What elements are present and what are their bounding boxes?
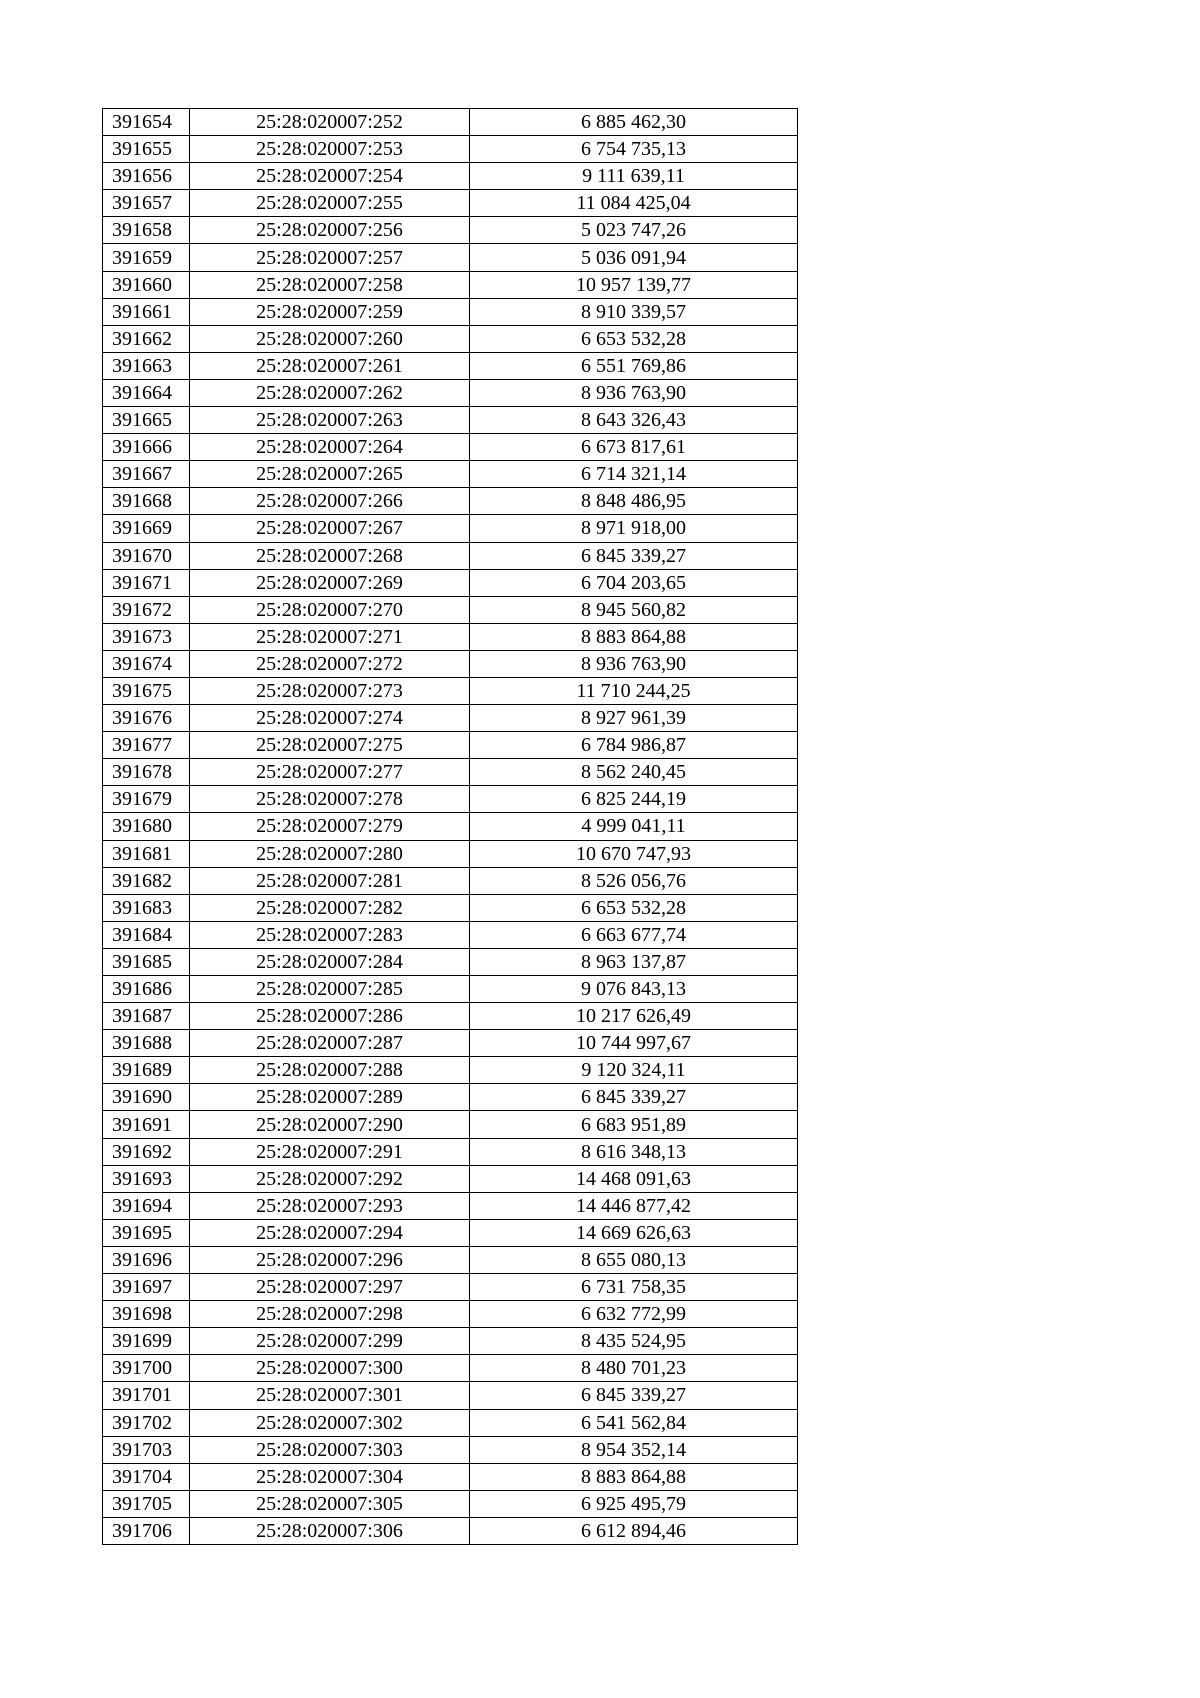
row-number-cell: 391706 [103,1517,190,1544]
table-row [103,542,798,569]
cadastral-number-cell: 25:28:020007:292 [190,1165,470,1192]
cadastral-value-cell: 9 076 843,13 [470,976,798,1003]
cadastral-value-cell: 6 731 758,35 [470,1274,798,1301]
table-row [103,569,798,596]
table-row [103,1355,798,1382]
cadastral-value-cell: 6 754 735,13 [470,136,798,163]
table-row [103,976,798,1003]
row-number-cell: 391694 [103,1192,190,1219]
table-row [103,515,798,542]
cadastral-value-cell: 5 023 747,26 [470,217,798,244]
row-number-cell: 391655 [103,136,190,163]
cadastral-value-cell: 14 446 877,42 [470,1192,798,1219]
cadastral-number-cell: 25:28:020007:304 [190,1463,470,1490]
row-number-cell: 391664 [103,379,190,406]
row-number-cell: 391681 [103,840,190,867]
row-number-cell: 391684 [103,921,190,948]
cadastral-value-cell: 6 653 532,28 [470,325,798,352]
table-row [103,813,798,840]
table-row [103,1111,798,1138]
cadastral-value-cell: 9 111 639,11 [470,163,798,190]
cadastral-number-cell: 25:28:020007:306 [190,1517,470,1544]
cadastral-number-cell: 25:28:020007:255 [190,190,470,217]
cadastral-number-cell: 25:28:020007:294 [190,1219,470,1246]
cadastral-value-cell: 11 710 244,25 [470,677,798,704]
table-row [103,271,798,298]
table-row [103,948,798,975]
cadastral-number-cell: 25:28:020007:274 [190,705,470,732]
cadastral-number-cell: 25:28:020007:290 [190,1111,470,1138]
cadastral-number-cell: 25:28:020007:301 [190,1382,470,1409]
table-row [103,1030,798,1057]
cadastral-number-cell: 25:28:020007:303 [190,1436,470,1463]
table-row [103,1219,798,1246]
table-row [103,352,798,379]
table-row [103,298,798,325]
cadastral-value-cell: 14 468 091,63 [470,1165,798,1192]
row-number-cell: 391673 [103,623,190,650]
table-body [103,109,798,1545]
table-row [103,1328,798,1355]
cadastral-value-cell: 6 825 244,19 [470,786,798,813]
cadastral-value-cell: 10 670 747,93 [470,840,798,867]
cadastral-value-cell: 6 683 951,89 [470,1111,798,1138]
table-row [103,732,798,759]
row-number-cell: 391701 [103,1382,190,1409]
cadastral-value-cell: 8 883 864,88 [470,1463,798,1490]
cadastral-number-cell: 25:28:020007:281 [190,867,470,894]
row-number-cell: 391669 [103,515,190,542]
row-number-cell: 391672 [103,596,190,623]
table-row [103,1436,798,1463]
table-row [103,136,798,163]
row-number-cell: 391693 [103,1165,190,1192]
cadastral-value-cell: 6 784 986,87 [470,732,798,759]
cadastral-number-cell: 25:28:020007:299 [190,1328,470,1355]
cadastral-value-cell: 8 883 864,88 [470,623,798,650]
cadastral-number-cell: 25:28:020007:262 [190,379,470,406]
table-row [103,1382,798,1409]
row-number-cell: 391682 [103,867,190,894]
table-row [103,786,798,813]
cadastral-number-cell: 25:28:020007:296 [190,1246,470,1273]
row-number-cell: 391678 [103,759,190,786]
row-number-cell: 391670 [103,542,190,569]
row-number-cell: 391692 [103,1138,190,1165]
cadastral-number-cell: 25:28:020007:278 [190,786,470,813]
cadastral-value-cell: 10 217 626,49 [470,1003,798,1030]
row-number-cell: 391683 [103,894,190,921]
cadastral-value-cell: 6 551 769,86 [470,352,798,379]
cadastral-value-cell: 8 910 339,57 [470,298,798,325]
table-row [103,1192,798,1219]
cadastral-number-cell: 25:28:020007:288 [190,1057,470,1084]
cadastral-value-cell: 6 541 562,84 [470,1409,798,1436]
table-row [103,325,798,352]
cadastral-value-cell: 6 885 462,30 [470,109,798,136]
cadastral-number-cell: 25:28:020007:271 [190,623,470,650]
row-number-cell: 391666 [103,434,190,461]
cadastral-number-cell: 25:28:020007:253 [190,136,470,163]
row-number-cell: 391687 [103,1003,190,1030]
cadastral-number-cell: 25:28:020007:305 [190,1490,470,1517]
cadastral-value-cell: 10 957 139,77 [470,271,798,298]
cadastral-value-table [102,108,798,1545]
row-number-cell: 391691 [103,1111,190,1138]
cadastral-value-cell: 6 632 772,99 [470,1301,798,1328]
cadastral-number-cell: 25:28:020007:280 [190,840,470,867]
table-row [103,867,798,894]
table-row [103,1246,798,1273]
row-number-cell: 391695 [103,1219,190,1246]
cadastral-value-cell: 8 643 326,43 [470,407,798,434]
cadastral-number-cell: 25:28:020007:267 [190,515,470,542]
cadastral-number-cell: 25:28:020007:264 [190,434,470,461]
table-row [103,1003,798,1030]
row-number-cell: 391704 [103,1463,190,1490]
table-row [103,1138,798,1165]
cadastral-value-cell: 5 036 091,94 [470,244,798,271]
cadastral-value-cell: 9 120 324,11 [470,1057,798,1084]
row-number-cell: 391705 [103,1490,190,1517]
row-number-cell: 391658 [103,217,190,244]
row-number-cell: 391697 [103,1274,190,1301]
cadastral-value-cell: 6 704 203,65 [470,569,798,596]
cadastral-number-cell: 25:28:020007:297 [190,1274,470,1301]
row-number-cell: 391698 [103,1301,190,1328]
cadastral-value-cell: 6 845 339,27 [470,1084,798,1111]
cadastral-value-cell: 6 663 677,74 [470,921,798,948]
cadastral-number-cell: 25:28:020007:261 [190,352,470,379]
row-number-cell: 391676 [103,705,190,732]
cadastral-value-cell: 8 927 961,39 [470,705,798,732]
cadastral-value-cell: 8 848 486,95 [470,488,798,515]
cadastral-number-cell: 25:28:020007:287 [190,1030,470,1057]
cadastral-number-cell: 25:28:020007:257 [190,244,470,271]
table-row [103,379,798,406]
cadastral-value-cell: 8 954 352,14 [470,1436,798,1463]
cadastral-number-cell: 25:28:020007:268 [190,542,470,569]
row-number-cell: 391685 [103,948,190,975]
cadastral-value-cell: 8 971 918,00 [470,515,798,542]
cadastral-number-cell: 25:28:020007:252 [190,109,470,136]
row-number-cell: 391703 [103,1436,190,1463]
cadastral-value-cell: 8 655 080,13 [470,1246,798,1273]
cadastral-number-cell: 25:28:020007:260 [190,325,470,352]
cadastral-number-cell: 25:28:020007:286 [190,1003,470,1030]
cadastral-number-cell: 25:28:020007:270 [190,596,470,623]
row-number-cell: 391656 [103,163,190,190]
table-row [103,1274,798,1301]
table-row [103,488,798,515]
row-number-cell: 391690 [103,1084,190,1111]
cadastral-number-cell: 25:28:020007:293 [190,1192,470,1219]
row-number-cell: 391689 [103,1057,190,1084]
row-number-cell: 391686 [103,976,190,1003]
cadastral-value-cell: 6 845 339,27 [470,1382,798,1409]
cadastral-value-cell: 6 612 894,46 [470,1517,798,1544]
table-row [103,705,798,732]
cadastral-value-cell: 8 526 056,76 [470,867,798,894]
row-number-cell: 391674 [103,650,190,677]
cadastral-number-cell: 25:28:020007:265 [190,461,470,488]
row-number-cell: 391696 [103,1246,190,1273]
cadastral-value-cell: 11 084 425,04 [470,190,798,217]
row-number-cell: 391660 [103,271,190,298]
row-number-cell: 391659 [103,244,190,271]
row-number-cell: 391680 [103,813,190,840]
cadastral-number-cell: 25:28:020007:277 [190,759,470,786]
cadastral-number-cell: 25:28:020007:258 [190,271,470,298]
table-row [103,217,798,244]
table-row [103,190,798,217]
cadastral-number-cell: 25:28:020007:263 [190,407,470,434]
table-row [103,1084,798,1111]
cadastral-value-cell: 6 925 495,79 [470,1490,798,1517]
table-row [103,244,798,271]
table-row [103,1409,798,1436]
row-number-cell: 391662 [103,325,190,352]
cadastral-value-cell: 8 480 701,23 [470,1355,798,1382]
table-row [103,1490,798,1517]
cadastral-number-cell: 25:28:020007:284 [190,948,470,975]
cadastral-value-cell: 8 435 524,95 [470,1328,798,1355]
cadastral-value-cell: 6 845 339,27 [470,542,798,569]
table-row [103,461,798,488]
table-row [103,1057,798,1084]
row-number-cell: 391699 [103,1328,190,1355]
table-row [103,163,798,190]
row-number-cell: 391668 [103,488,190,515]
table-row [103,407,798,434]
cadastral-number-cell: 25:28:020007:266 [190,488,470,515]
cadastral-number-cell: 25:28:020007:285 [190,976,470,1003]
row-number-cell: 391665 [103,407,190,434]
cadastral-number-cell: 25:28:020007:289 [190,1084,470,1111]
cadastral-value-cell: 4 999 041,11 [470,813,798,840]
table-row [103,109,798,136]
row-number-cell: 391654 [103,109,190,136]
cadastral-number-cell: 25:28:020007:269 [190,569,470,596]
table-row [103,921,798,948]
row-number-cell: 391677 [103,732,190,759]
cadastral-number-cell: 25:28:020007:302 [190,1409,470,1436]
row-number-cell: 391688 [103,1030,190,1057]
row-number-cell: 391663 [103,352,190,379]
cadastral-number-cell: 25:28:020007:275 [190,732,470,759]
cadastral-number-cell: 25:28:020007:282 [190,894,470,921]
row-number-cell: 391671 [103,569,190,596]
cadastral-value-cell: 10 744 997,67 [470,1030,798,1057]
cadastral-number-cell: 25:28:020007:259 [190,298,470,325]
table-row [103,1301,798,1328]
row-number-cell: 391675 [103,677,190,704]
cadastral-value-cell: 6 653 532,28 [470,894,798,921]
cadastral-number-cell: 25:28:020007:256 [190,217,470,244]
table-row [103,1517,798,1544]
cadastral-value-cell: 14 669 626,63 [470,1219,798,1246]
cadastral-value-cell: 6 714 321,14 [470,461,798,488]
table-row [103,434,798,461]
cadastral-number-cell: 25:28:020007:254 [190,163,470,190]
row-number-cell: 391657 [103,190,190,217]
cadastral-number-cell: 25:28:020007:300 [190,1355,470,1382]
cadastral-number-cell: 25:28:020007:291 [190,1138,470,1165]
cadastral-number-cell: 25:28:020007:273 [190,677,470,704]
row-number-cell: 391702 [103,1409,190,1436]
table-row [103,677,798,704]
table-row [103,894,798,921]
table-row [103,1463,798,1490]
table-row [103,623,798,650]
cadastral-value-cell: 8 936 763,90 [470,379,798,406]
cadastral-number-cell: 25:28:020007:298 [190,1301,470,1328]
table-row [103,840,798,867]
cadastral-value-cell: 6 673 817,61 [470,434,798,461]
row-number-cell: 391679 [103,786,190,813]
cadastral-value-cell: 8 562 240,45 [470,759,798,786]
table-row [103,759,798,786]
row-number-cell: 391661 [103,298,190,325]
table-row [103,596,798,623]
cadastral-number-cell: 25:28:020007:283 [190,921,470,948]
cadastral-value-cell: 8 936 763,90 [470,650,798,677]
cadastral-number-cell: 25:28:020007:279 [190,813,470,840]
table-row [103,650,798,677]
cadastral-value-cell: 8 945 560,82 [470,596,798,623]
cadastral-value-cell: 8 963 137,87 [470,948,798,975]
row-number-cell: 391700 [103,1355,190,1382]
cadastral-value-cell: 8 616 348,13 [470,1138,798,1165]
cadastral-number-cell: 25:28:020007:272 [190,650,470,677]
row-number-cell: 391667 [103,461,190,488]
table-row [103,1165,798,1192]
